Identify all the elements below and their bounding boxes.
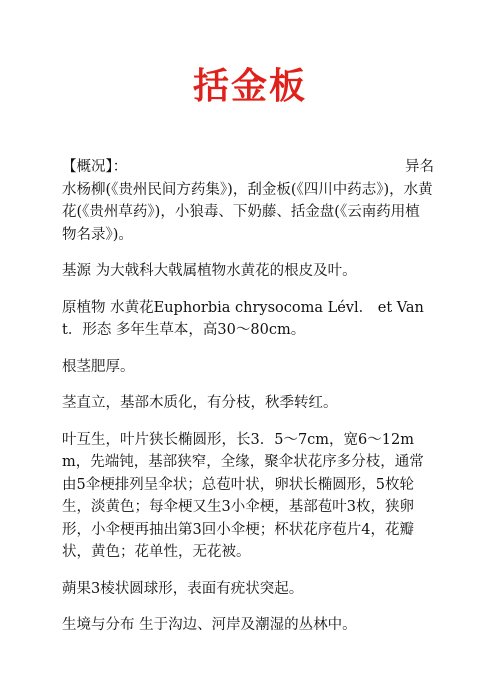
fruit-paragraph: 蒴果3棱状圆球形，表面有疣状突起。	[62, 580, 304, 597]
overview-header	[62, 156, 434, 179]
plant-paragraph: 原植物 水黄花Euphorbia chrysocoma Lévl． et Vant．形态 多年生草本，高30～80cm。	[62, 299, 424, 338]
stem-paragraph: 茎直立，基部木质化，有分枝，秋季转红。	[62, 395, 338, 411]
rhizome-paragraph: 根茎肥厚。	[62, 358, 135, 375]
overview-heading: 【概况】：	[62, 159, 128, 175]
document-body	[62, 156, 434, 651]
leaf-paragraph: 叶互生，叶片狭长椭圆形，长3．5～7cm，宽6～12mm，先端钝，基部狭窄，全缘，聚伞状花序多分枝，通常由5伞梗排列呈伞状；总苞叶状，卵状长椭圆形，5枚轮生，淡黄色；每伞梗又生3小伞梗，基部苞叶3枚，狭卵形，小伞梗再抽出第3回小伞梗；杯状花序苞片4，花瓣状，黄色；花单性，无花被。	[62, 431, 424, 560]
source-paragraph: 基源 为大戟科大戟属植物水黄花的根皮及叶。	[62, 263, 357, 279]
habitat-paragraph: 生境与分布 生于沟边、河岸及潮湿的丛林中。	[62, 617, 357, 633]
document-title: 括金板	[192, 66, 307, 107]
overview-paragraph	[62, 156, 434, 246]
alias-label: 异名	[405, 159, 434, 175]
overview-text: 水杨柳(《贵州民间方药集》)，刮金板(《四川中药志》)，水黄花(《贵州草药》)，小狼毒、下奶藤、括金盘(《云南药用植物名录》)。	[62, 181, 433, 243]
